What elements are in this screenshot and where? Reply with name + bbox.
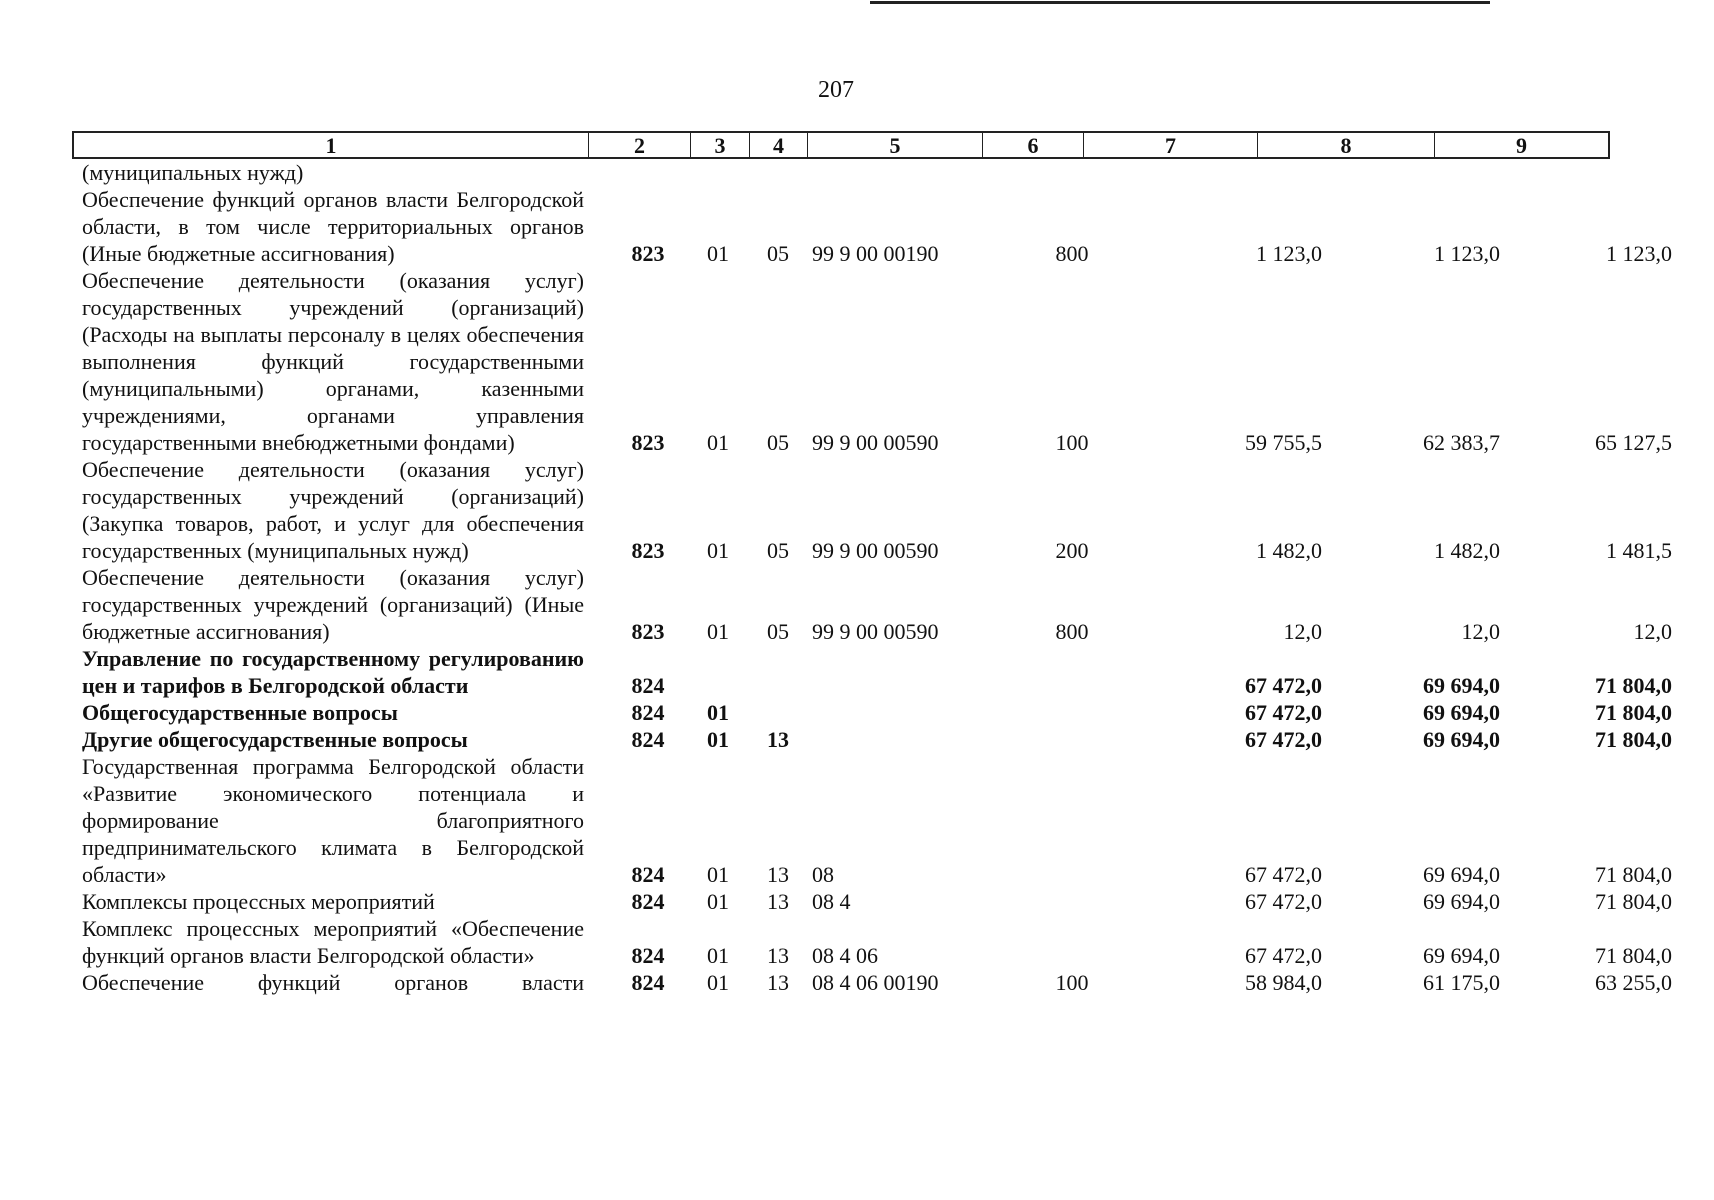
cell-col-3: 01 <box>707 943 729 968</box>
cell-col-5: 99 9 00 00190 <box>812 241 939 266</box>
top-rule <box>870 1 1490 4</box>
cell-col-6 <box>1022 672 1122 699</box>
cell-col-8: 69 694,0 <box>1423 700 1500 725</box>
cell-col-5: 08 4 06 <box>812 943 878 968</box>
row-description: Государственная программа Белгородской области «Развитие экономического потенциала и формирование благоприятного предпринимательского климата в Белгородской области» <box>82 754 584 887</box>
cell-col-9 <box>1512 159 1672 186</box>
table-row <box>72 456 1672 564</box>
page-number: 207 <box>818 77 854 103</box>
header-col-2: 2 <box>634 133 645 158</box>
cell-col-8: 12,0 <box>1461 619 1500 644</box>
cell-col-4: 13 <box>767 943 789 968</box>
cell-col-4: 13 <box>767 862 789 887</box>
cell-col-2: 824 <box>631 970 665 995</box>
header-col-6: 6 <box>1027 133 1039 158</box>
row-description: Комплексы процессных мероприятий <box>82 889 435 914</box>
cell-col-6: 100 <box>1055 430 1089 455</box>
header-col-9: 9 <box>1516 133 1527 158</box>
cell-col-3 <box>690 672 746 699</box>
cell-col-2 <box>618 159 678 186</box>
cell-col-9: 12,0 <box>1633 619 1672 644</box>
cell-col-6 <box>1022 861 1122 888</box>
cell-col-9: 71 804,0 <box>1595 727 1672 752</box>
cell-col-2: 823 <box>631 241 665 266</box>
cell-col-6: 200 <box>1055 538 1089 563</box>
table-row <box>72 645 1672 699</box>
cell-col-6 <box>1022 888 1122 915</box>
cell-col-6: 800 <box>1055 619 1089 644</box>
cell-col-5: 08 <box>812 862 834 887</box>
cell-col-7: 67 472,0 <box>1245 727 1322 752</box>
row-description: Общегосударственные вопросы <box>82 700 398 725</box>
cell-col-9: 65 127,5 <box>1595 430 1672 455</box>
cell-col-2: 824 <box>631 943 665 968</box>
cell-col-5: 08 4 <box>812 889 851 914</box>
cell-col-8: 69 694,0 <box>1423 943 1500 968</box>
table-body <box>72 159 1672 996</box>
cell-col-3: 01 <box>707 430 729 455</box>
table-row <box>72 726 1672 753</box>
cell-col-9: 71 804,0 <box>1595 943 1672 968</box>
cell-col-4 <box>750 672 806 699</box>
cell-col-3: 01 <box>707 889 729 914</box>
cell-col-3: 01 <box>707 970 729 995</box>
budget-table <box>72 131 1672 996</box>
cell-col-3 <box>690 159 746 186</box>
cell-col-2: 824 <box>631 889 665 914</box>
cell-col-5 <box>812 672 1012 699</box>
cell-col-8: 1 482,0 <box>1434 538 1500 563</box>
row-description: (муниципальных нужд) <box>82 160 304 185</box>
cell-col-3: 01 <box>707 727 729 752</box>
cell-col-4: 13 <box>767 727 789 752</box>
cell-col-5: 99 9 00 00590 <box>812 619 939 644</box>
cell-col-4 <box>750 159 806 186</box>
row-description: Другие общегосударственные вопросы <box>82 727 468 752</box>
cell-col-7: 1 123,0 <box>1256 241 1322 266</box>
cell-col-7: 67 472,0 <box>1245 673 1322 698</box>
cell-col-6 <box>1022 699 1122 726</box>
cell-col-4: 13 <box>767 889 789 914</box>
cell-col-3: 01 <box>707 862 729 887</box>
cell-col-9: 71 804,0 <box>1595 700 1672 725</box>
cell-col-5 <box>812 699 1012 726</box>
cell-col-5: 08 4 06 00190 <box>812 970 939 995</box>
table-row <box>72 969 1672 996</box>
cell-col-9: 1 481,5 <box>1606 538 1672 563</box>
cell-col-4: 13 <box>767 970 789 995</box>
cell-col-3: 01 <box>707 538 729 563</box>
cell-col-8: 61 175,0 <box>1423 970 1500 995</box>
table-row <box>72 267 1672 456</box>
cell-col-7 <box>1152 159 1322 186</box>
cell-col-6: 800 <box>1055 241 1089 266</box>
cell-col-2: 824 <box>631 673 665 698</box>
cell-col-7: 67 472,0 <box>1245 943 1322 968</box>
table-row <box>72 186 1672 267</box>
header-col-8: 8 <box>1340 133 1352 158</box>
cell-col-4 <box>750 699 806 726</box>
cell-col-5: 99 9 00 00590 <box>812 538 939 563</box>
table-row <box>72 915 1672 969</box>
row-description: Обеспечение деятельности (оказания услуг) государственных учреждений (организаций) (Закупка товаров, работ, и услуг для обеспечения государственных (муниципальных нужд) <box>82 457 584 563</box>
cell-col-5: 99 9 00 00590 <box>812 430 939 455</box>
header-col-5: 5 <box>889 133 901 158</box>
cell-col-4: 05 <box>767 241 789 266</box>
cell-col-2: 824 <box>631 727 665 752</box>
row-description: Комплекс процессных мероприятий «Обеспечение функций органов власти Белгородской области» <box>82 916 584 968</box>
cell-col-8: 69 694,0 <box>1423 673 1500 698</box>
cell-col-4: 05 <box>767 430 789 455</box>
cell-col-7: 58 984,0 <box>1245 970 1322 995</box>
cell-col-8: 1 123,0 <box>1434 241 1500 266</box>
row-description: Обеспечение деятельности (оказания услуг) государственных учреждений (организаций) (Иные бюджетные ассигнования) <box>82 565 584 644</box>
cell-col-8: 69 694,0 <box>1423 727 1500 752</box>
cell-col-8: 69 694,0 <box>1423 862 1500 887</box>
cell-col-3: 01 <box>707 700 729 725</box>
cell-col-3: 01 <box>707 619 729 644</box>
cell-col-6 <box>1022 159 1122 186</box>
header-col-1: 1 <box>325 133 337 158</box>
cell-col-9: 71 804,0 <box>1595 862 1672 887</box>
cell-col-7: 12,0 <box>1283 619 1322 644</box>
cell-col-8: 62 383,7 <box>1423 430 1500 455</box>
header-col-3: 3 <box>714 133 726 158</box>
cell-col-7: 59 755,5 <box>1245 430 1322 455</box>
cell-col-6 <box>1022 942 1122 969</box>
cell-col-6 <box>1022 726 1122 753</box>
cell-col-2: 823 <box>631 538 665 563</box>
cell-col-7: 67 472,0 <box>1245 700 1322 725</box>
cell-col-9: 1 123,0 <box>1606 241 1672 266</box>
cell-col-7: 67 472,0 <box>1245 889 1322 914</box>
cell-col-8 <box>1332 159 1500 186</box>
cell-col-2: 823 <box>631 619 665 644</box>
cell-col-9: 71 804,0 <box>1595 673 1672 698</box>
header-col-4: 4 <box>773 133 784 158</box>
cell-col-3: 01 <box>707 241 729 266</box>
cell-col-7: 1 482,0 <box>1256 538 1322 563</box>
table-row <box>72 888 1672 915</box>
table-header <box>72 131 1610 159</box>
cell-col-2: 823 <box>631 430 665 455</box>
header-col-7: 7 <box>1165 133 1176 158</box>
cell-col-4: 05 <box>767 619 789 644</box>
cell-col-5 <box>812 726 1012 753</box>
table-row <box>72 564 1672 645</box>
row-description: Обеспечение функций органов власти Белгородской области, в том числе территориальных органов (Иные бюджетные ассигнования) <box>82 187 584 266</box>
row-description: Обеспечение функций органов власти <box>82 970 584 995</box>
cell-col-4: 05 <box>767 538 789 563</box>
cell-col-9: 63 255,0 <box>1595 970 1672 995</box>
cell-col-6: 100 <box>1055 970 1089 995</box>
cell-col-9: 71 804,0 <box>1595 889 1672 914</box>
cell-col-8: 69 694,0 <box>1423 889 1500 914</box>
cell-col-2: 824 <box>631 700 665 725</box>
cell-col-2: 824 <box>631 862 665 887</box>
cell-col-7: 67 472,0 <box>1245 862 1322 887</box>
cell-col-5 <box>812 159 1012 186</box>
table-row <box>72 753 1672 888</box>
row-description: Обеспечение деятельности (оказания услуг) государственных учреждений (организаций) (Расходы на выплаты персоналу в целях обеспечения выполнения функций государственными (муниципальными) органами, казенными учреждениями, органами управления государственными внебюджетными фондами) <box>82 268 584 455</box>
table-row <box>72 699 1672 726</box>
row-description: Управление по государственному регулированию цен и тарифов в Белгородской области <box>82 646 584 698</box>
table-row <box>72 159 1610 186</box>
